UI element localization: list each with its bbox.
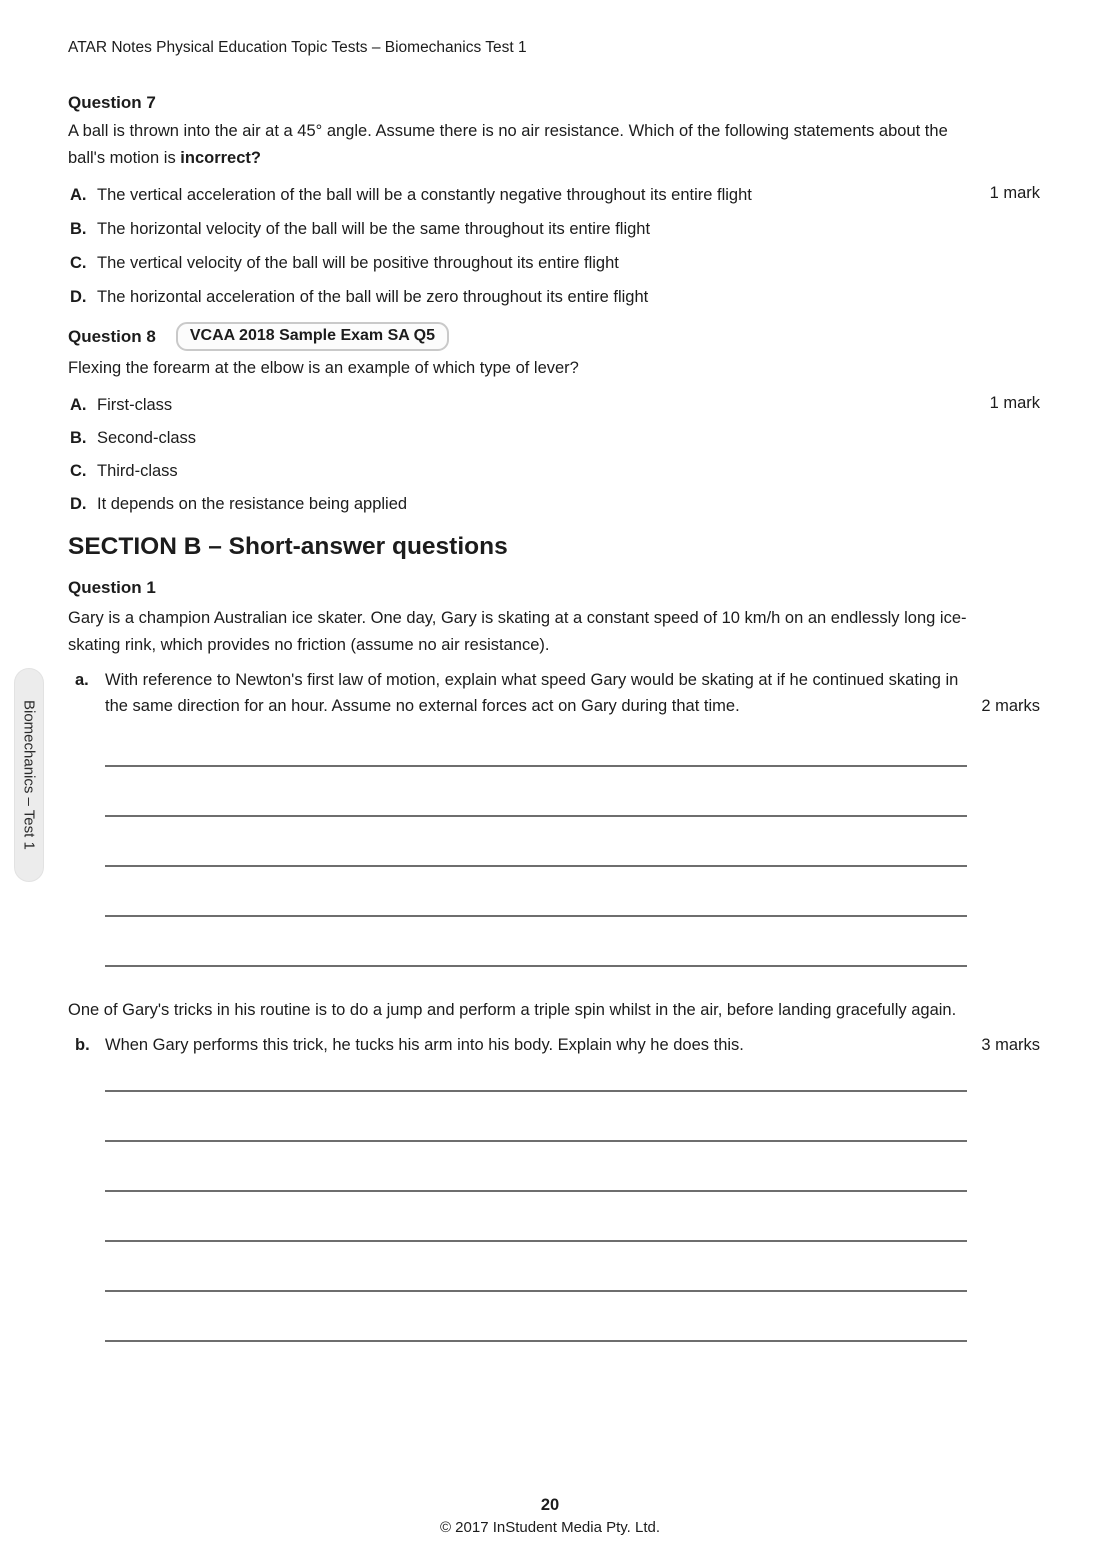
- option-letter: D.: [70, 288, 87, 306]
- option-text: Second-class: [97, 429, 197, 447]
- answer-line: [105, 1290, 967, 1292]
- question7-title: Question 7: [68, 93, 156, 112]
- answer-line: [105, 1190, 967, 1192]
- question7-option-c: [68, 252, 1040, 274]
- question7-option-b: [68, 218, 1040, 240]
- question7-prompt-bold: incorrect?: [180, 149, 261, 167]
- question8-source-badge: VCAA 2018 Sample Exam SA Q5: [176, 322, 449, 351]
- option-letter: B.: [70, 220, 87, 238]
- question7-option-a: [68, 184, 1040, 206]
- part-a-marks: 2 marks: [981, 697, 1040, 715]
- option-letter: B.: [70, 429, 87, 447]
- part-b-marks: 3 marks: [981, 1036, 1040, 1054]
- answer-line: [105, 1340, 967, 1342]
- answer-line: [105, 865, 967, 867]
- answer-line: [105, 1240, 967, 1242]
- question7-options: [68, 184, 1040, 308]
- document-header: ATAR Notes Physical Education Topic Tests – Biomechanics Test 1: [68, 39, 527, 56]
- question8-marks: 1 mark: [989, 394, 1040, 412]
- answer-line: [105, 915, 967, 917]
- question7-marks: 1 mark: [989, 184, 1040, 202]
- question8-options: [68, 394, 1040, 515]
- option-text: The horizontal velocity of the ball will be the same throughout its entire flight: [97, 220, 651, 238]
- option-letter: A.: [70, 396, 87, 414]
- question8-title: Question 8: [68, 326, 156, 346]
- part-b-answer-lines: [105, 1090, 967, 1342]
- question1-interlude: One of Gary's tricks in his routine is to do a jump and perform a triple spin whilst in the air, before landing gracefully again.: [68, 1001, 957, 1019]
- option-letter: D.: [70, 495, 87, 513]
- question7-prompt-text: A ball is thrown into the air at a 45° angle. Assume there is no air resistance. Which of the following statements about the ball's motion is: [68, 122, 948, 167]
- option-text: It depends on the resistance being applied: [97, 495, 408, 513]
- side-tab-biomechanics-test-1: [14, 668, 44, 882]
- part-a-answer-lines: [105, 765, 967, 967]
- answer-line: [105, 1090, 967, 1092]
- page-number: 20: [540, 1496, 560, 1514]
- side-tab-label: Biomechanics – Test 1: [20, 700, 38, 850]
- option-text: Third-class: [97, 462, 178, 480]
- question8-option-d: [68, 493, 1040, 515]
- question1-intro: Gary is a champion Australian ice skater. One day, Gary is skating at a constant speed of 10 km/h on an endlessly long ice-skating rink, which provides no friction (assume no air resistance).: [68, 609, 967, 654]
- question7-option-d: [68, 286, 1040, 308]
- answer-line: [105, 1140, 967, 1142]
- page-footer: [0, 1494, 1100, 1538]
- part-letter: b.: [75, 1036, 90, 1054]
- option-text: The vertical velocity of the ball will be positive throughout its entire flight: [97, 254, 619, 272]
- section-b-question1-title: Question 1: [68, 578, 156, 597]
- part-letter: a.: [75, 671, 89, 689]
- part-text: With reference to Newton's first law of motion, explain what speed Gary would be skating at if he continued skating in the same direction for an hour. Assume no external forces act on Gary during that time.: [105, 671, 959, 715]
- answer-line: [105, 765, 967, 767]
- question8-title-row: [68, 322, 1040, 351]
- part-text: When Gary performs this trick, he tucks his arm into his body. Explain why he does this.: [105, 1036, 744, 1054]
- section-b-heading: SECTION B – Short-answer questions: [68, 533, 508, 560]
- option-letter: A.: [70, 186, 87, 204]
- answer-line: [105, 965, 967, 967]
- option-text: First-class: [97, 396, 173, 414]
- option-letter: C.: [70, 462, 87, 480]
- answer-line: [105, 815, 967, 817]
- question7-prompt: [68, 118, 978, 172]
- page-content: [68, 38, 1040, 1342]
- option-letter: C.: [70, 254, 87, 272]
- copyright-notice: © 2017 InStudent Media Pty. Ltd.: [439, 1519, 661, 1536]
- option-text: The vertical acceleration of the ball will be a constantly negative throughout its entire flight: [97, 186, 752, 204]
- option-text: The horizontal acceleration of the ball will be zero throughout its entire flight: [97, 288, 649, 306]
- question8-option-a: [68, 394, 1040, 416]
- question8-prompt: Flexing the forearm at the elbow is an example of which type of lever?: [68, 359, 579, 377]
- question8-option-c: [68, 460, 1040, 482]
- question8-option-b: [68, 427, 1040, 449]
- question1-part-b: [68, 1032, 1040, 1058]
- question1-part-a: [68, 667, 1040, 719]
